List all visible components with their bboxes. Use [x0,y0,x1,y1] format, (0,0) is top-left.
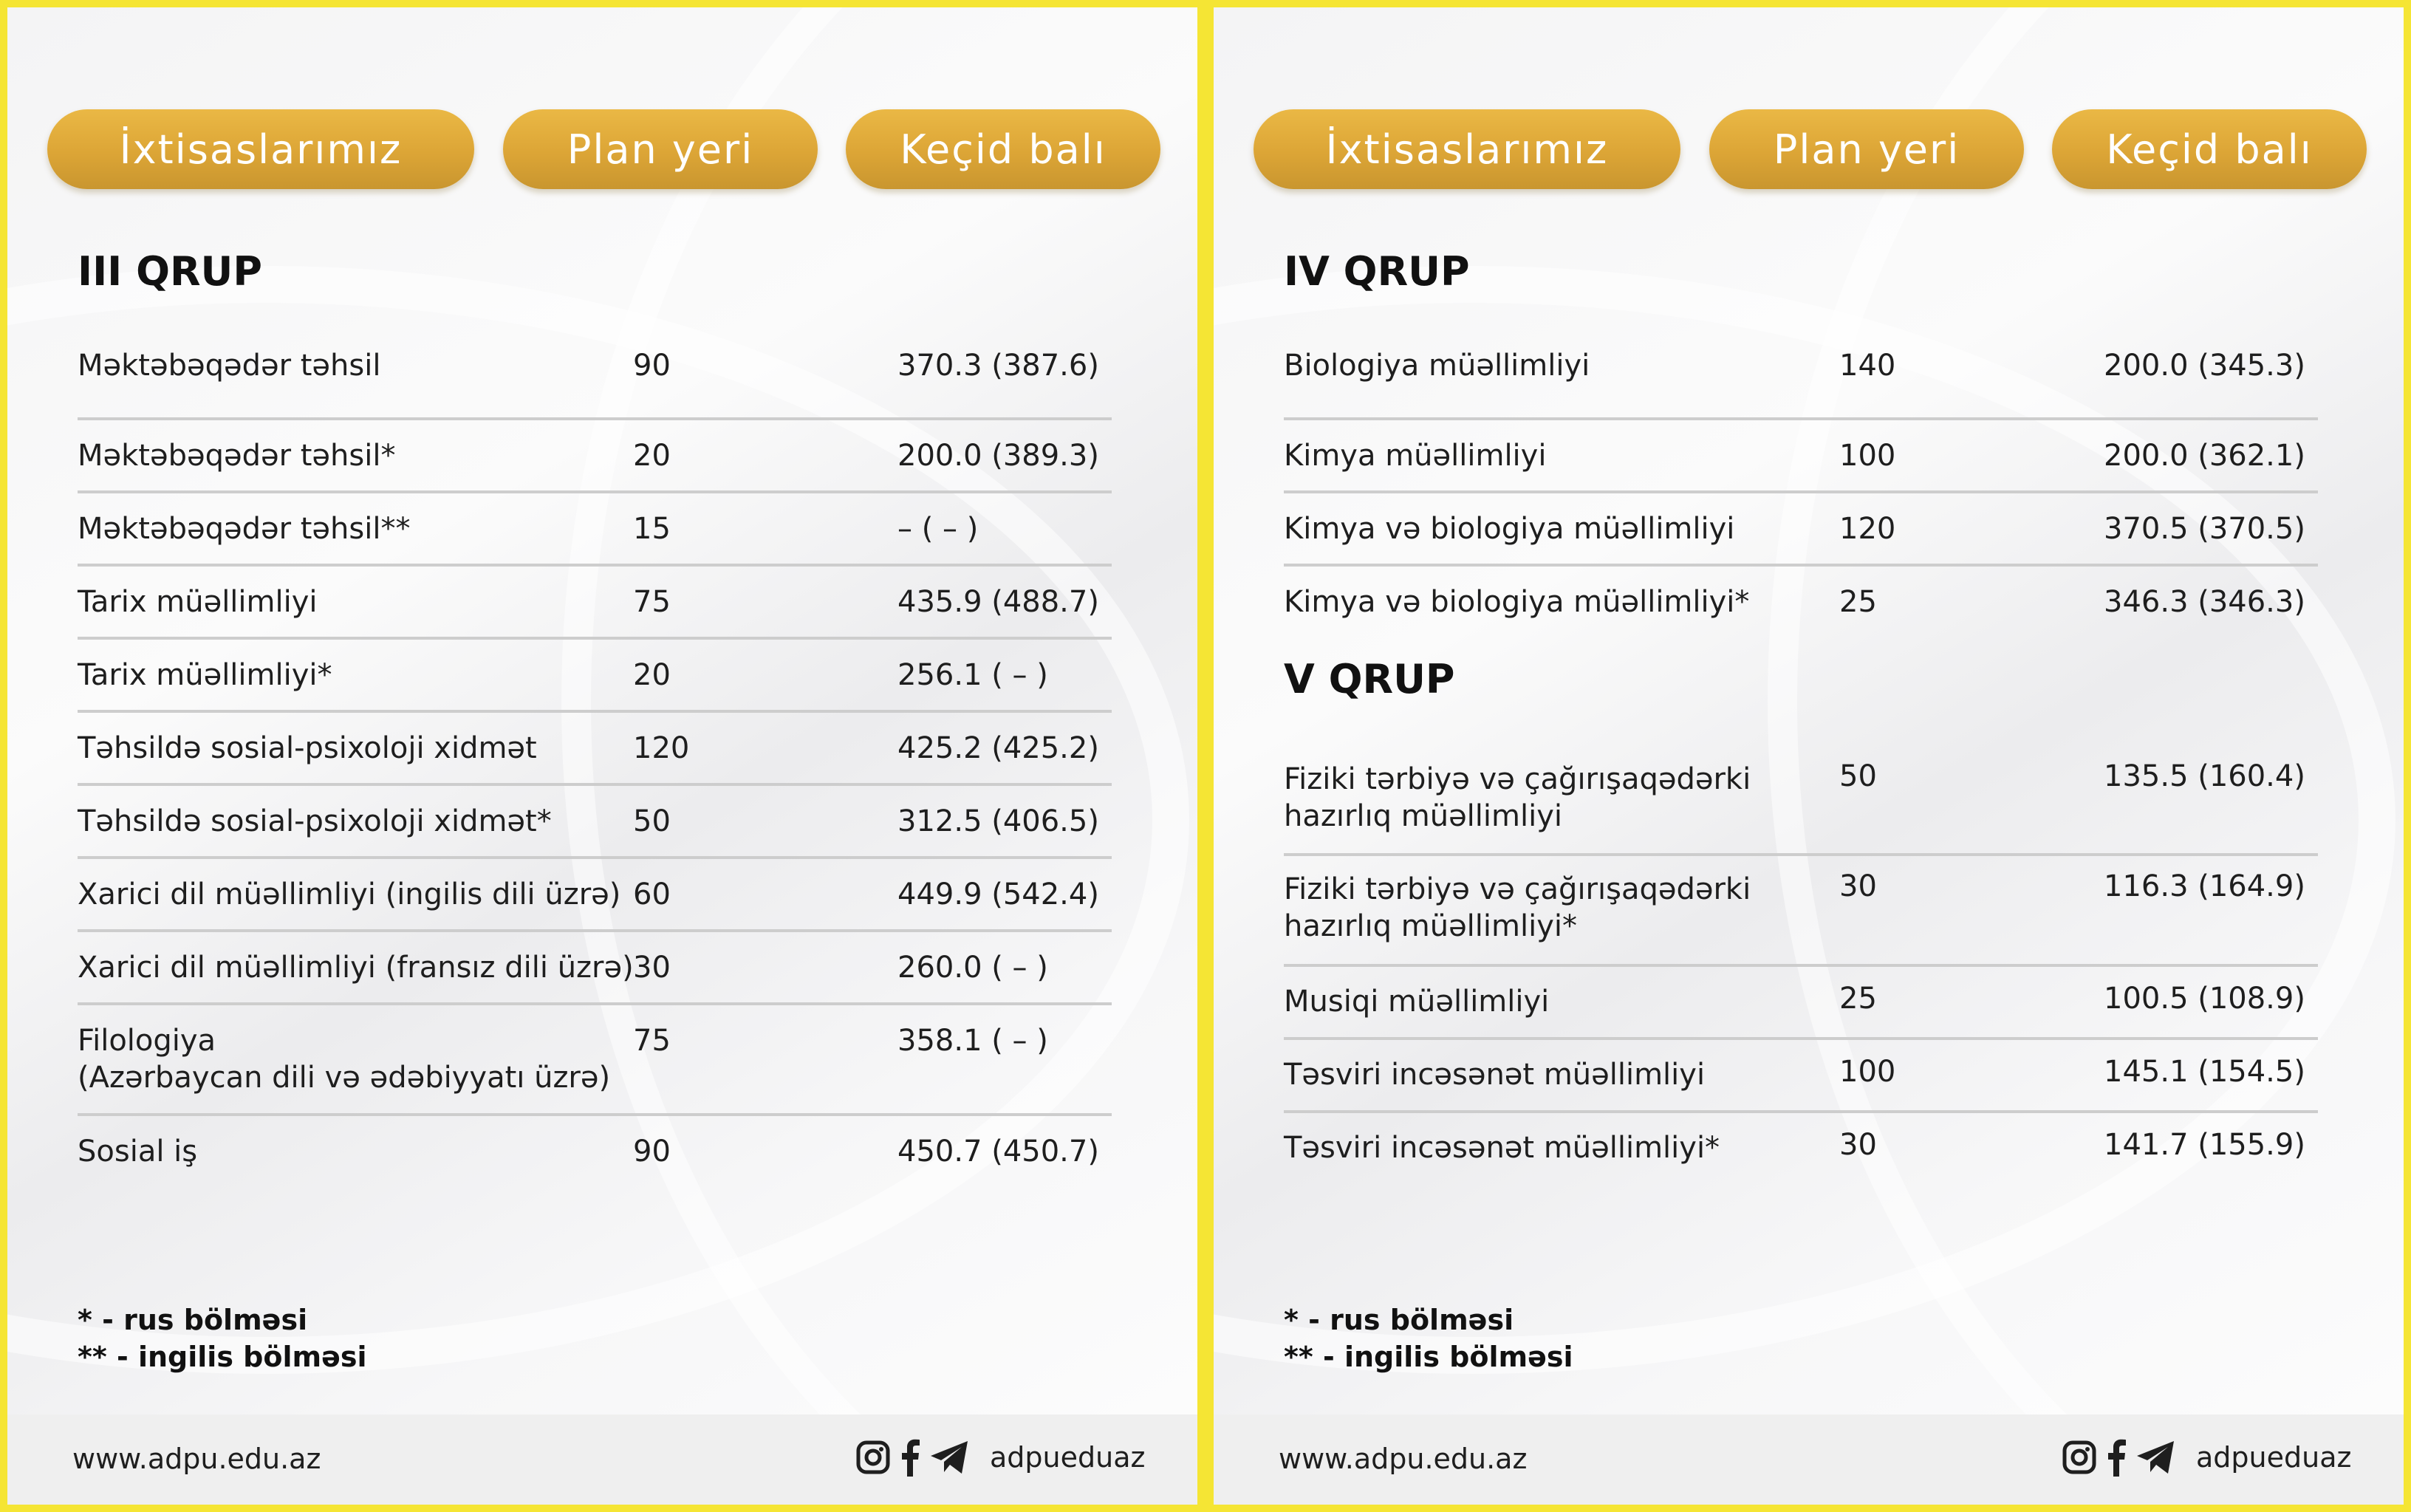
row-plan: 30 [633,951,671,985]
row-score: – ( – ) [897,512,979,546]
group-iii-table [78,347,1112,1189]
table-row [1284,856,2318,967]
table-row [78,932,1112,1005]
row-plan: 90 [633,1135,671,1169]
row-score: 370.5 (370.5) [2104,512,2305,546]
row-plan: 75 [633,1024,671,1058]
table-row [78,567,1112,640]
social-links [2062,1435,2351,1479]
row-name: Sosial iş [78,1135,198,1169]
social-handle[interactable]: adpueduaz [990,1441,1146,1474]
row-plan: 120 [1839,512,1896,546]
row-score: 135.5 (160.4) [2104,759,2305,793]
row-name-continued: hazırlıq müəllimliyi* [1284,909,1577,943]
row-name-continued: hazırlıq müəllimliyi [1284,799,1562,833]
row-name: Təhsildə sosial-psixoloji xidmət [78,731,537,765]
row-name: Biologiya müəllimliyi [1284,349,1590,383]
row-score: 449.9 (542.4) [897,878,1099,911]
row-score: 256.1 ( – ) [897,658,1048,692]
row-score: 346.3 (346.3) [2104,585,2305,619]
row-name: Kimya müəllimliyi [1284,439,1547,473]
social-links [855,1435,1145,1479]
footnotes [78,1301,367,1375]
row-score: 312.5 (406.5) [897,804,1099,838]
group-title-iii: III QRUP [78,248,262,295]
table-row [78,493,1112,567]
table-row [78,420,1112,493]
group-v-table [1284,758,2318,1186]
row-plan: 25 [1839,982,1877,1016]
telegram-icon[interactable] [929,1440,971,1475]
row-name: Musiqi müəllimliyi [1284,985,1550,1019]
row-name: Tarix müəllimliyi* [78,658,332,692]
table-row [78,859,1112,932]
table-row [1284,967,2318,1040]
row-plan: 100 [1839,1055,1896,1089]
row-score: 145.1 (154.5) [2104,1055,2305,1089]
table-row [1284,1113,2318,1186]
row-score: 358.1 ( – ) [897,1024,1048,1058]
row-plan: 140 [1839,349,1896,383]
footnote-russian: * - rus bölməsi [78,1304,308,1336]
footnote-russian: * - rus bölməsi [1284,1304,1514,1336]
row-score: 425.2 (425.2) [897,731,1099,765]
row-name: Məktəbəqədər təhsil [78,349,381,383]
row-score: 200.0 (362.1) [2104,439,2305,473]
row-name: Kimya və biologiya müəllimliyi* [1284,585,1750,619]
row-plan: 30 [1839,869,1877,903]
row-score: 116.3 (164.9) [2104,869,2305,903]
table-row [1284,567,2318,640]
row-plan: 20 [633,439,671,473]
row-name: Təsviri incəsənət müəllimliyi* [1284,1131,1720,1165]
row-name: Məktəbəqədər təhsil* [78,439,396,473]
header-score: Keçid balı [2052,109,2367,189]
facebook-icon[interactable] [900,1438,920,1477]
row-score: 100.5 (108.9) [2104,982,2305,1016]
website-link[interactable]: www.adpu.edu.az [1279,1443,1528,1475]
table-row [1284,758,2318,856]
row-name: Tarix müəllimliyi [78,585,318,619]
instagram-icon[interactable] [2062,1440,2097,1475]
row-score: 200.0 (389.3) [897,439,1099,473]
right-panel [1214,7,2404,1505]
website-link[interactable]: www.adpu.edu.az [72,1443,321,1475]
row-score: 260.0 ( – ) [897,951,1048,985]
table-row [1284,493,2318,567]
table-row [78,1005,1112,1116]
header-score: Keçid balı [846,109,1160,189]
table-row [1284,347,2318,420]
table-row [1284,1040,2318,1113]
row-name: Təhsildə sosial-psixoloji xidmət* [78,804,552,838]
left-panel [7,7,1197,1505]
table-row [78,1116,1112,1189]
footer [7,1414,1197,1505]
row-plan: 90 [633,349,671,383]
footnote-english: ** - ingilis bölməsi [1284,1341,1573,1373]
row-name: Fiziki tərbiyə və çağırışaqədərki [1284,872,1751,906]
header-specialties: İxtisaslarımız [1254,109,1680,189]
header-plan: Plan yeri [503,109,818,189]
social-handle[interactable]: adpueduaz [2196,1441,2352,1474]
row-name: Kimya və biologiya müəllimliyi [1284,512,1735,546]
row-plan: 30 [1839,1128,1877,1162]
row-name: Məktəbəqədər təhsil** [78,512,411,546]
row-name-continued: (Azərbaycan dili və ədəbiyyatı üzrə) [78,1061,611,1095]
row-plan: 50 [1839,759,1877,793]
instagram-icon[interactable] [855,1440,891,1475]
row-plan: 100 [1839,439,1896,473]
row-plan: 25 [1839,585,1877,619]
row-plan: 120 [633,731,690,765]
group-title-v: V QRUP [1284,656,1455,702]
row-name: Fiziki tərbiyə və çağırışaqədərki [1284,762,1751,796]
table-row [78,347,1112,420]
header-specialties: İxtisaslarımız [47,109,474,189]
group-iv-table [1284,347,2318,640]
footnote-english: ** - ingilis bölməsi [78,1341,367,1373]
row-name: Xarici dil müəllimliyi (ingilis dili üzrə) [78,878,621,911]
row-name: Təsviri incəsənət müəllimliyi [1284,1058,1706,1092]
group-title-iv: IV QRUP [1284,248,1470,295]
row-plan: 60 [633,878,671,911]
row-plan: 20 [633,658,671,692]
header-plan: Plan yeri [1709,109,2024,189]
table-row [78,786,1112,859]
row-score: 141.7 (155.9) [2104,1128,2305,1162]
table-row [78,640,1112,713]
background-swoosh [1768,7,2404,1505]
facebook-icon[interactable] [2106,1438,2127,1477]
table-row [78,713,1112,786]
row-score: 450.7 (450.7) [897,1135,1099,1169]
telegram-icon[interactable] [2135,1440,2177,1475]
row-score: 370.3 (387.6) [897,349,1099,383]
footer [1214,1414,2404,1505]
footnotes [1284,1301,1573,1375]
row-plan: 50 [633,804,671,838]
table-row [1284,420,2318,493]
row-score: 200.0 (345.3) [2104,349,2305,383]
row-plan: 15 [633,512,671,546]
row-plan: 75 [633,585,671,619]
row-name: Xarici dil müəllimliyi (fransız dili üzrə) [78,951,634,985]
row-score: 435.9 (488.7) [897,585,1099,619]
row-name: Filologiya [78,1024,216,1058]
